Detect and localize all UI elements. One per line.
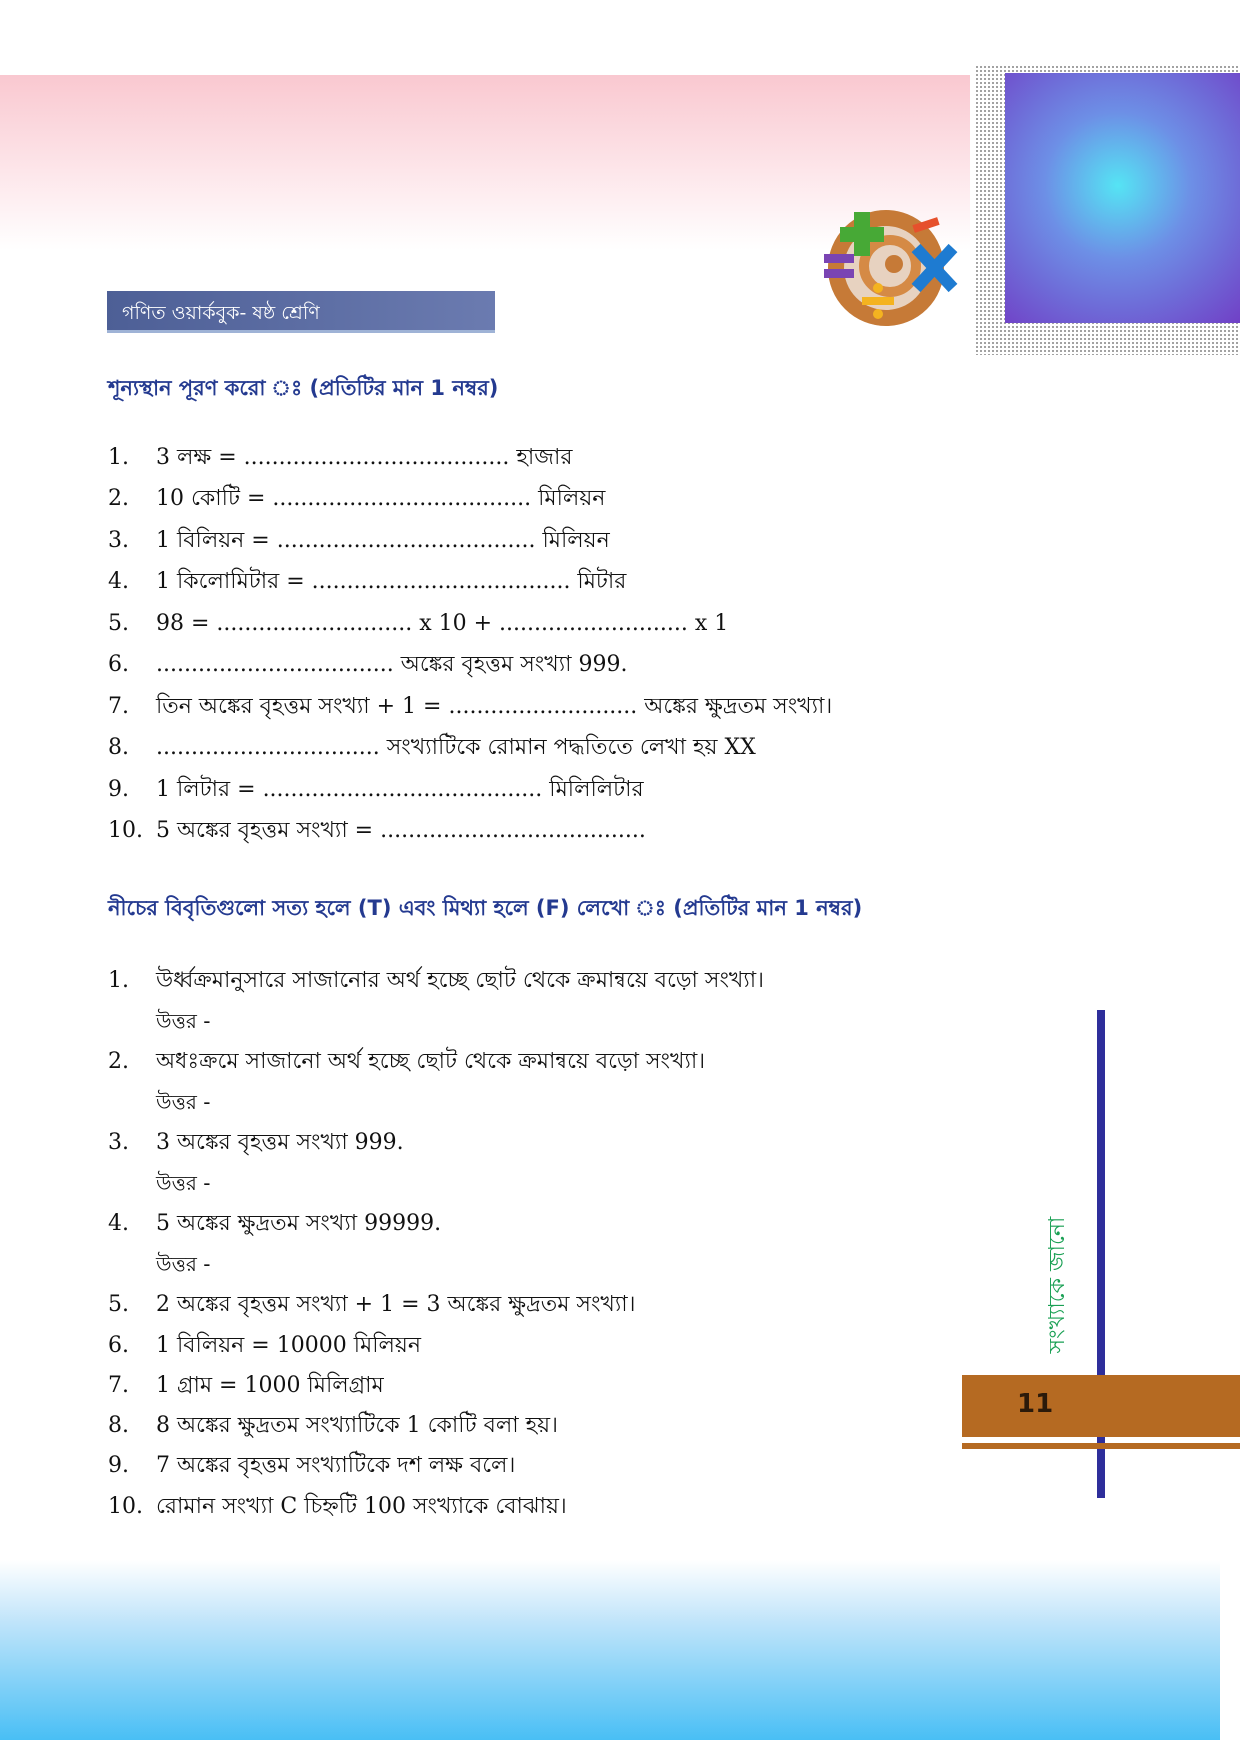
page-number-box: [962, 1375, 1240, 1437]
fill-blank-item: 7. তিন অঙ্কের বৃহত্তম সংখ্যা + 1 = ........................... অঙ্কের ক্ষুদ্রতম সংখ্যা।: [108, 694, 833, 719]
answer-label: উত্তর -: [156, 1009, 211, 1033]
true-false-item: 10. রোমান সংখ্যা C চিহ্নটি 100 সংখ্যাকে বোঝায়।: [108, 1494, 567, 1519]
true-false-item: 1. উর্ধ্বক্রমানুসারে সাজানোর অর্থ হচ্ছে ছোট থেকে ক্রমান্বয়ে বড়ো সংখ্যা।: [108, 968, 765, 993]
fill-blank-item: 4. 1 কিলোমিটার = ..................................... মিটার: [108, 569, 627, 594]
answer-label: উত্তর -: [156, 1090, 211, 1114]
corner-gradient-square: [1005, 73, 1240, 323]
true-false-item: 5. 2 অঙ্কের বৃহত্তম সংখ্যা + 1 = 3 অঙ্কের ক্ষুদ্রতম সংখ্যা।: [108, 1292, 636, 1317]
true-false-item: 7. 1 গ্রাম = 1000 মিলিগ্রাম: [108, 1373, 384, 1398]
answer-label: উত্তর -: [156, 1252, 211, 1276]
fill-blank-item: 5. 98 = ............................ x 10 + ........................... x 1: [108, 611, 729, 636]
section-title-fill-blanks: শূন্যস্থান পূরণ করো ঃ (প্রতিটির মান 1 নম্বর): [108, 376, 499, 400]
page-number-underline: [962, 1443, 1240, 1449]
true-false-item: 6. 1 বিলিয়ন = 10000 মিলিয়ন: [108, 1333, 421, 1358]
fill-blank-item: 2. 10 কোটি = ..................................... মিলিয়ন: [108, 486, 606, 511]
fill-blank-item: 6. .................................. অঙ্কের বৃহত্তম সংখ্যা 999.: [108, 652, 628, 677]
chapter-label: সংখ্যাকে জানো: [1045, 1216, 1070, 1354]
math-symbols-logo: [818, 200, 968, 335]
fill-blank-item: 1. 3 লক্ষ = ...................................... হাজার: [108, 445, 573, 470]
true-false-item: 3. 3 অঙ্কের বৃহত্তম সংখ্যা 999.: [108, 1130, 404, 1155]
true-false-item: 8. 8 অঙ্কের ক্ষুদ্রতম সংখ্যাটিকে 1 কোটি বলা হয়।: [108, 1413, 558, 1438]
true-false-item: 2. অধঃক্রমে সাজানো অর্থ হচ্ছে ছোট থেকে ক্রমান্বয়ে বড়ো সংখ্যা।: [108, 1049, 706, 1074]
book-title: গণিত ওয়ার্কবুক- ষষ্ঠ শ্রেণি: [122, 302, 320, 324]
fill-blank-item: 9. 1 লিটার = ........................................ মিলিলিটার: [108, 777, 644, 802]
fill-blank-item: 10. 5 অঙ্কের বৃহত্তম সংখ্যা = ......................................: [108, 818, 646, 843]
fill-blank-item: 3. 1 বিলিয়ন = ..................................... মিলিয়ন: [108, 528, 610, 553]
fill-blank-item: 8. ................................ সংখ্যাটিকে রোমান পদ্ধতিতে লেখা হয় XX: [108, 735, 756, 760]
answer-label: উত্তর -: [156, 1171, 211, 1195]
true-false-item: 9. 7 অঙ্কের বৃহত্তম সংখ্যাটিকে দশ লক্ষ বলে।: [108, 1453, 516, 1478]
section-title-true-false: নীচের বিবৃতিগুলো সত্য হলে (T) এবং মিথ্যা হলে (F) লেখো ঃ (প্রতিটির মান 1 নম্বর): [108, 896, 863, 920]
bottom-blue-band: [0, 1560, 1220, 1740]
true-false-item: 4. 5 অঙ্কের ক্ষুদ্রতম সংখ্যা 99999.: [108, 1211, 442, 1236]
header-banner: [107, 291, 495, 333]
page-number: 11: [1017, 1389, 1054, 1419]
